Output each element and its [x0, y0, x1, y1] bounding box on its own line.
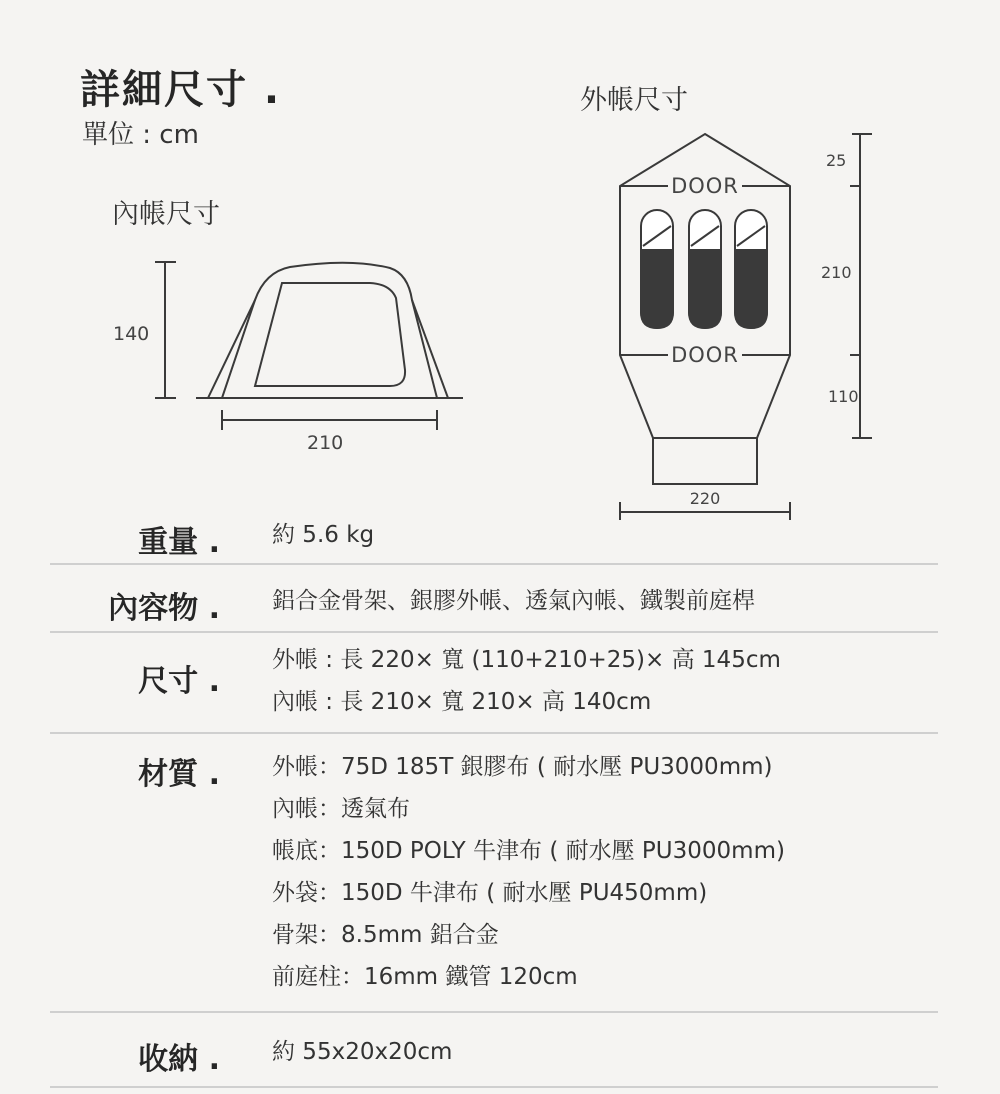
spec-value: 約 5.6 kg	[272, 522, 375, 548]
spec-value: 帳底：150D POLY 牛津布 ( 耐水壓 PU3000mm)	[272, 838, 785, 864]
spec-value: 約 55x20x20cm	[272, 1039, 453, 1065]
spec-values-material	[272, 746, 785, 998]
outer-depth-main-value: 210	[821, 263, 852, 282]
spec-label-material: 材質 .	[138, 757, 220, 792]
divider	[50, 732, 938, 734]
outer-tent-label: 外帳尺寸	[580, 85, 688, 116]
outer-depth-vestibule-value: 110	[828, 387, 859, 406]
inner-height-value: 140	[113, 323, 150, 345]
outer-depth-front-value: 25	[826, 151, 847, 170]
spec-label-dimensions: 尺寸 .	[138, 664, 220, 699]
inner-tent-diagram	[155, 262, 463, 430]
door-bottom-label: DOOR	[671, 343, 739, 367]
outer-width-value: 220	[689, 489, 721, 508]
sleeping-bags	[641, 210, 767, 328]
spec-values-dimensions	[272, 639, 781, 723]
inner-tent-window	[255, 283, 405, 386]
spec-values-weight	[272, 514, 374, 556]
outer-tent-diagram	[620, 134, 872, 520]
spec-values-packing	[272, 1031, 452, 1073]
spec-value: 前庭柱：16mm 鐵管 120cm	[272, 964, 578, 990]
divider	[50, 563, 938, 565]
spec-label-weight: 重量 .	[138, 525, 220, 560]
divider	[50, 1086, 938, 1088]
inner-length-value: 210	[307, 432, 344, 454]
spec-value: 內帳 : 長 210× 寬 210× 高 140cm	[272, 689, 652, 715]
spec-label-packing: 收納 .	[138, 1042, 220, 1077]
divider	[50, 1011, 938, 1013]
spec-value: 骨架：8.5mm 鋁合金	[272, 922, 499, 948]
divider	[50, 631, 938, 633]
spec-label-contents: 內容物 .	[108, 591, 220, 626]
spec-value: 外帳：75D 185T 銀膠布 ( 耐水壓 PU3000mm)	[272, 754, 773, 780]
spec-value: 外帳 : 長 220× 寬 (110+210+25)× 高 145cm	[272, 647, 781, 673]
page-title: 詳細尺寸 .	[80, 67, 282, 113]
inner-tent-label: 內帳尺寸	[112, 199, 220, 230]
tent-diagrams	[0, 0, 1000, 530]
spec-value: 外袋：150D 牛津布 ( 耐水壓 PU450mm)	[272, 880, 708, 906]
door-top-label: DOOR	[671, 174, 739, 198]
spec-values-contents	[272, 580, 755, 622]
unit-label: 單位 : cm	[82, 120, 199, 150]
spec-value: 內帳：透氣布	[272, 796, 410, 822]
spec-value: 鋁合金骨架、銀膠外帳、透氣內帳、鐵製前庭桿	[272, 588, 755, 614]
